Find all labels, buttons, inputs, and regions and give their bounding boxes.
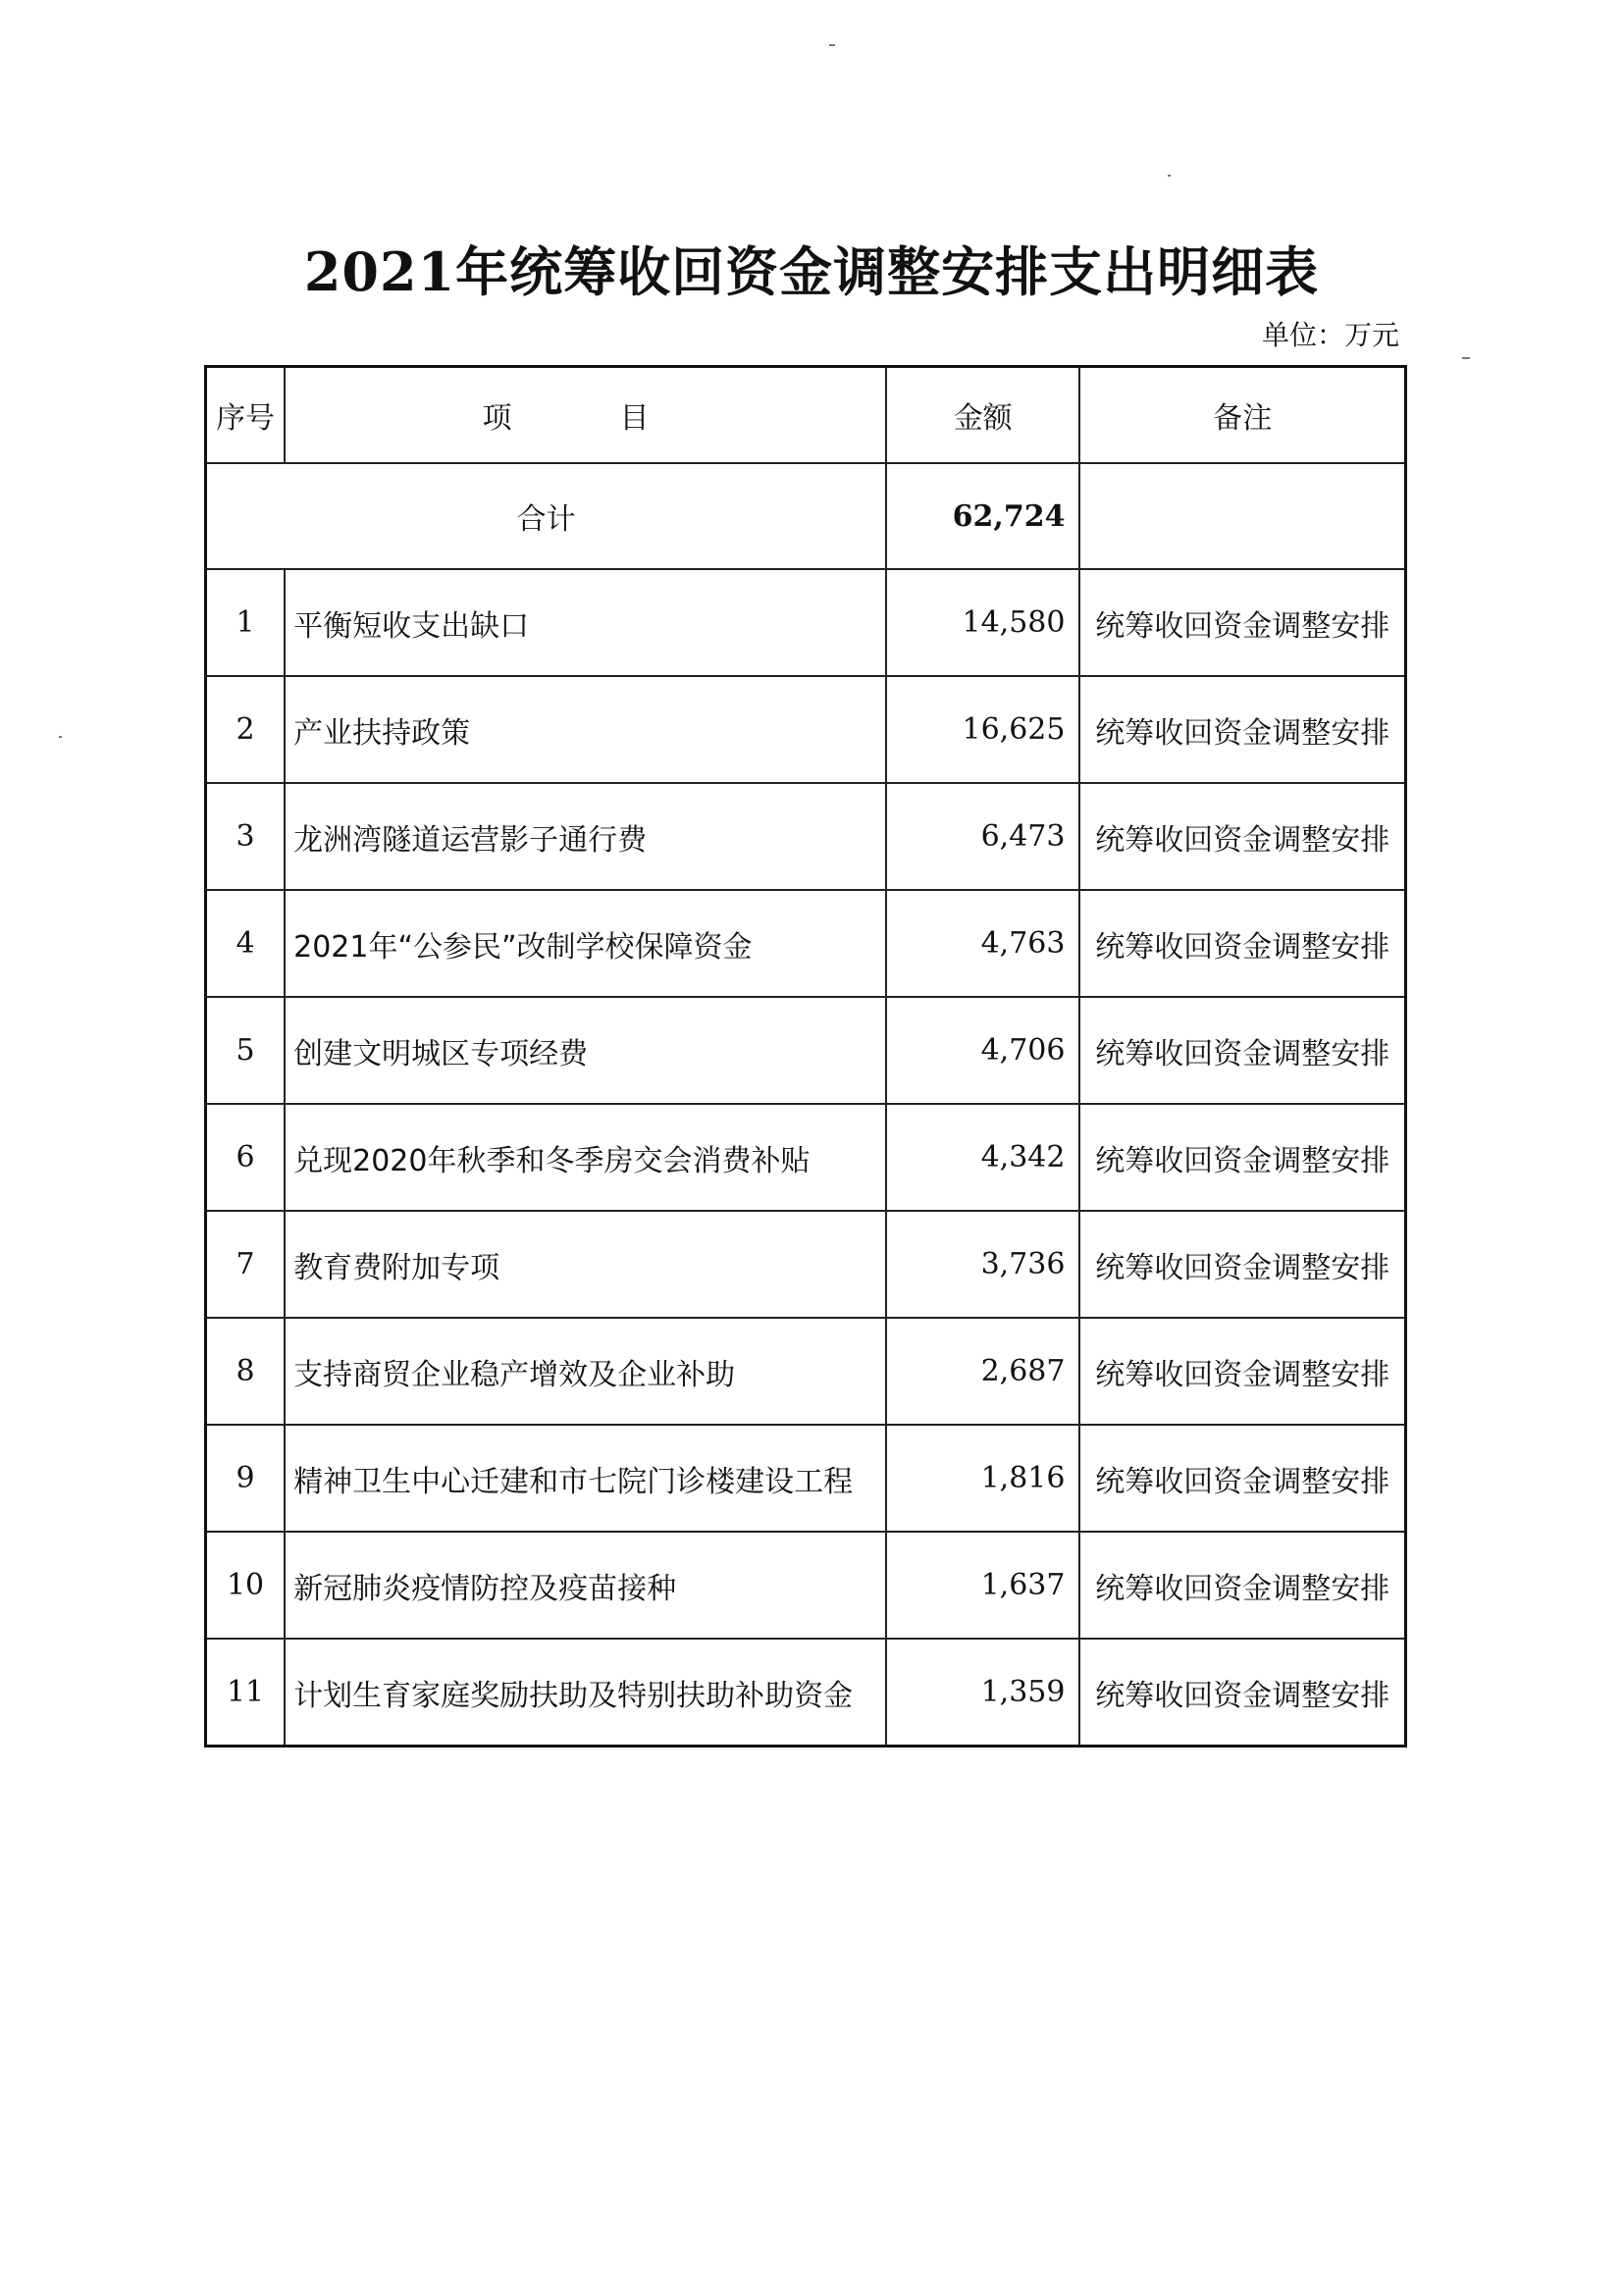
total-amount: 62,724: [886, 463, 1080, 569]
table-row: [206, 890, 1406, 997]
table-row: [206, 997, 1406, 1104]
row-seq: 11: [206, 1639, 286, 1747]
row-seq: 2: [206, 676, 286, 783]
table-body: [206, 463, 1406, 1747]
row-amount: 4,706: [886, 997, 1080, 1104]
row-amount: 6,473: [886, 783, 1080, 890]
row-amount: 2,687: [886, 1318, 1080, 1425]
total-note: [1079, 463, 1405, 569]
row-item: 创建文明城区专项经费: [285, 997, 886, 1104]
scan-speck: [829, 44, 835, 46]
table-row: [206, 569, 1406, 676]
row-amount: 3,736: [886, 1211, 1080, 1318]
row-note: 统筹收回资金调整安排: [1079, 676, 1405, 783]
total-label: 合计: [206, 463, 886, 569]
row-note: 统筹收回资金调整安排: [1079, 783, 1405, 890]
table-header-row: [206, 367, 1406, 464]
table-row: [206, 1104, 1406, 1211]
table-row: [206, 676, 1406, 783]
row-seq: 1: [206, 569, 286, 676]
row-amount: 4,342: [886, 1104, 1080, 1211]
row-item: 新冠肺炎疫情防控及疫苗接种: [285, 1532, 886, 1639]
row-amount: 1,816: [886, 1425, 1080, 1532]
table-row: [206, 783, 1406, 890]
table-row: [206, 1639, 1406, 1747]
row-seq: 3: [206, 783, 286, 890]
row-item: 教育费附加专项: [285, 1211, 886, 1318]
row-amount: 14,580: [886, 569, 1080, 676]
row-item: 支持商贸企业稳产增效及企业补助: [285, 1318, 886, 1425]
row-seq: 6: [206, 1104, 286, 1211]
row-note: 统筹收回资金调整安排: [1079, 997, 1405, 1104]
row-item: 兑现2020年秋季和冬季房交会消费补贴: [285, 1104, 886, 1211]
page-title: 2021年统筹收回资金调整安排支出明细表: [303, 240, 1320, 303]
row-item: 精神卫生中心迁建和市七院门诊楼建设工程: [285, 1425, 886, 1532]
table-row: [206, 1318, 1406, 1425]
total-row: [206, 463, 1406, 569]
header-note: 备注: [1079, 367, 1405, 464]
header-seq: 序号: [206, 367, 286, 464]
table-row: [206, 1425, 1406, 1532]
row-note: 统筹收回资金调整安排: [1079, 1211, 1405, 1318]
row-item: 产业扶持政策: [285, 676, 886, 783]
row-amount: 16,625: [886, 676, 1080, 783]
row-amount: 1,637: [886, 1532, 1080, 1639]
expenditure-table: [204, 365, 1407, 1748]
row-seq: 7: [206, 1211, 286, 1318]
row-note: 统筹收回资金调整安排: [1079, 890, 1405, 997]
header-amount: 金额: [886, 367, 1080, 464]
row-amount: 1,359: [886, 1639, 1080, 1747]
row-note: 统筹收回资金调整安排: [1079, 1104, 1405, 1211]
scan-speck: [59, 736, 62, 738]
row-item: 龙洲湾隧道运营影子通行费: [285, 783, 886, 890]
row-note: 统筹收回资金调整安排: [1079, 1532, 1405, 1639]
scan-speck: [1168, 175, 1171, 177]
row-seq: 8: [206, 1318, 286, 1425]
unit-label: 单位：万元: [1261, 319, 1399, 351]
row-note: 统筹收回资金调整安排: [1079, 1639, 1405, 1747]
row-item: 平衡短收支出缺口: [285, 569, 886, 676]
row-note: 统筹收回资金调整安排: [1079, 1425, 1405, 1532]
row-seq: 5: [206, 997, 286, 1104]
row-item: 计划生育家庭奖励扶助及特别扶助补助资金: [285, 1639, 886, 1747]
row-amount: 4,763: [886, 890, 1080, 997]
table-row: [206, 1211, 1406, 1318]
row-seq: 9: [206, 1425, 286, 1532]
row-note: 统筹收回资金调整安排: [1079, 569, 1405, 676]
table-row: [206, 1532, 1406, 1639]
row-seq: 4: [206, 890, 286, 997]
row-item: 2021年“公参民”改制学校保障资金: [285, 890, 886, 997]
row-note: 统筹收回资金调整安排: [1079, 1318, 1405, 1425]
header-item-label: 项 目: [482, 401, 689, 436]
scan-speck: [1462, 357, 1470, 359]
header-item: [285, 367, 886, 464]
row-seq: 10: [206, 1532, 286, 1639]
